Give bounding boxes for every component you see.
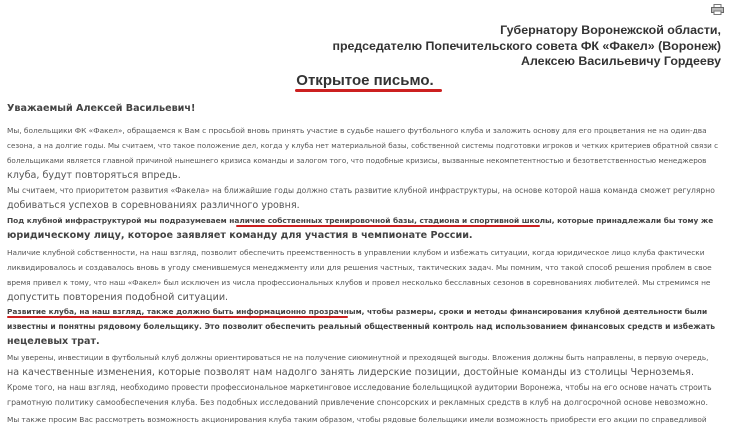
paragraph: Мы считаем, что приоритетом развития «Факела» на ближайшие годы должно стать развитие клубной инфраструктуры, на основе которой наша команда сможет регулярно добиваться успехов в соревнованиях различного уровня.: [7, 186, 715, 211]
paragraph: Наличие клубной собственности, на наш взгляд, позволит обеспечить преемственность в управлении клубом и избежать ситуации, когда юридическое лицо клуба фактически ликвидировалось и создавалось вновь в угоду сменившемуся менеджменту или для решения частных, тактических задач. Мы помним, что такой способ решения проблем в свое время привел к тому, что наш «Факел» был исключен из числа профессиональных клубов и провел несколько бесславных сезонов в соревнованиях любителей. Мы стремимся не допустить повторения подобной ситуации.: [7, 248, 712, 303]
paragraph: Мы уверены, инвестиции в футбольный клуб должны ориентироваться не на получение сиюминутной и преходящей выгоды. Вложения должны быть направлены, в первую очередь, на качественные изменения, которые позволят нам надолго занять лидерские позиции, достойные команды из столицы Черноземья.: [7, 353, 709, 378]
paragraph-emphasized: Под клубной инфраструктурой мы подразумеваем наличие собственных тренировочной базы, стадиона и спортивной школы, которые принадлежали бы тому же юридическому лицу, которое заявляет команду для участия в чемпионате России.: [7, 216, 714, 241]
paragraph: Мы также просим Вас рассмотреть возможность акционирования клуба таким образом, чтобы рядовые болельщики имели возможность приобрести его акции по справедливой: [7, 415, 707, 424]
addressee-line: Губернатору Воронежской области,: [500, 23, 721, 37]
highlight-underline: [7, 316, 348, 318]
highlight-underline: [236, 225, 540, 227]
letter-title: Открытое письмо.: [296, 72, 434, 89]
paragraph: Кроме того, на наш взгляд, необходимо провести профессиональное маркетинговое исследование болельщицкой аудитории Воронежа, чтобы на его основе начать строить грамотную политику самообеспечения клуба. Без подобных исследований привлечение спонсорских и рекламных средств в клуб на долгосрочной основе невозможно.: [7, 383, 712, 407]
title-underline: [295, 89, 442, 92]
paragraph-emphasized: Развитие клуба, на наш взгляд, также должно быть информационно прозрачным, чтобы размеры, сроки и методы финансирования клубной деятельности были известны и понятны рядовому болельщику. Это позволит обеспечить реальный общественный контроль над использованием финансовых средств и избежать нецелевых трат.: [7, 307, 716, 347]
addressee-line: Алексею Васильевичу Гордееву: [521, 54, 721, 68]
addressee-line: председателю Попечительского совета ФК «Факел» (Воронеж): [332, 38, 721, 53]
greeting: Уважаемый Алексей Васильевич!: [7, 103, 196, 114]
paragraph: Мы, болельщики ФК «Факел», обращаемся к Вам с просьбой вновь принять участие в судьбе нашего футбольного клуба и заложить основу для его процветания не на один-два сезона, а на долгие годы. Мы считаем, что такое положение дел, когда у клуба нет материальной базы, собственной системы подготовки игроков и четких критериев обратной связи с болельщиками является главной причиной нынешнего кризиса команды и залогом того, что подобные кризисы, вызванные некомпетентностью и безответственностью менеджеров клуба, будут повторяться впредь.: [7, 126, 719, 181]
print-icon[interactable]: [711, 4, 724, 15]
addressee-block: [332, 23, 721, 70]
